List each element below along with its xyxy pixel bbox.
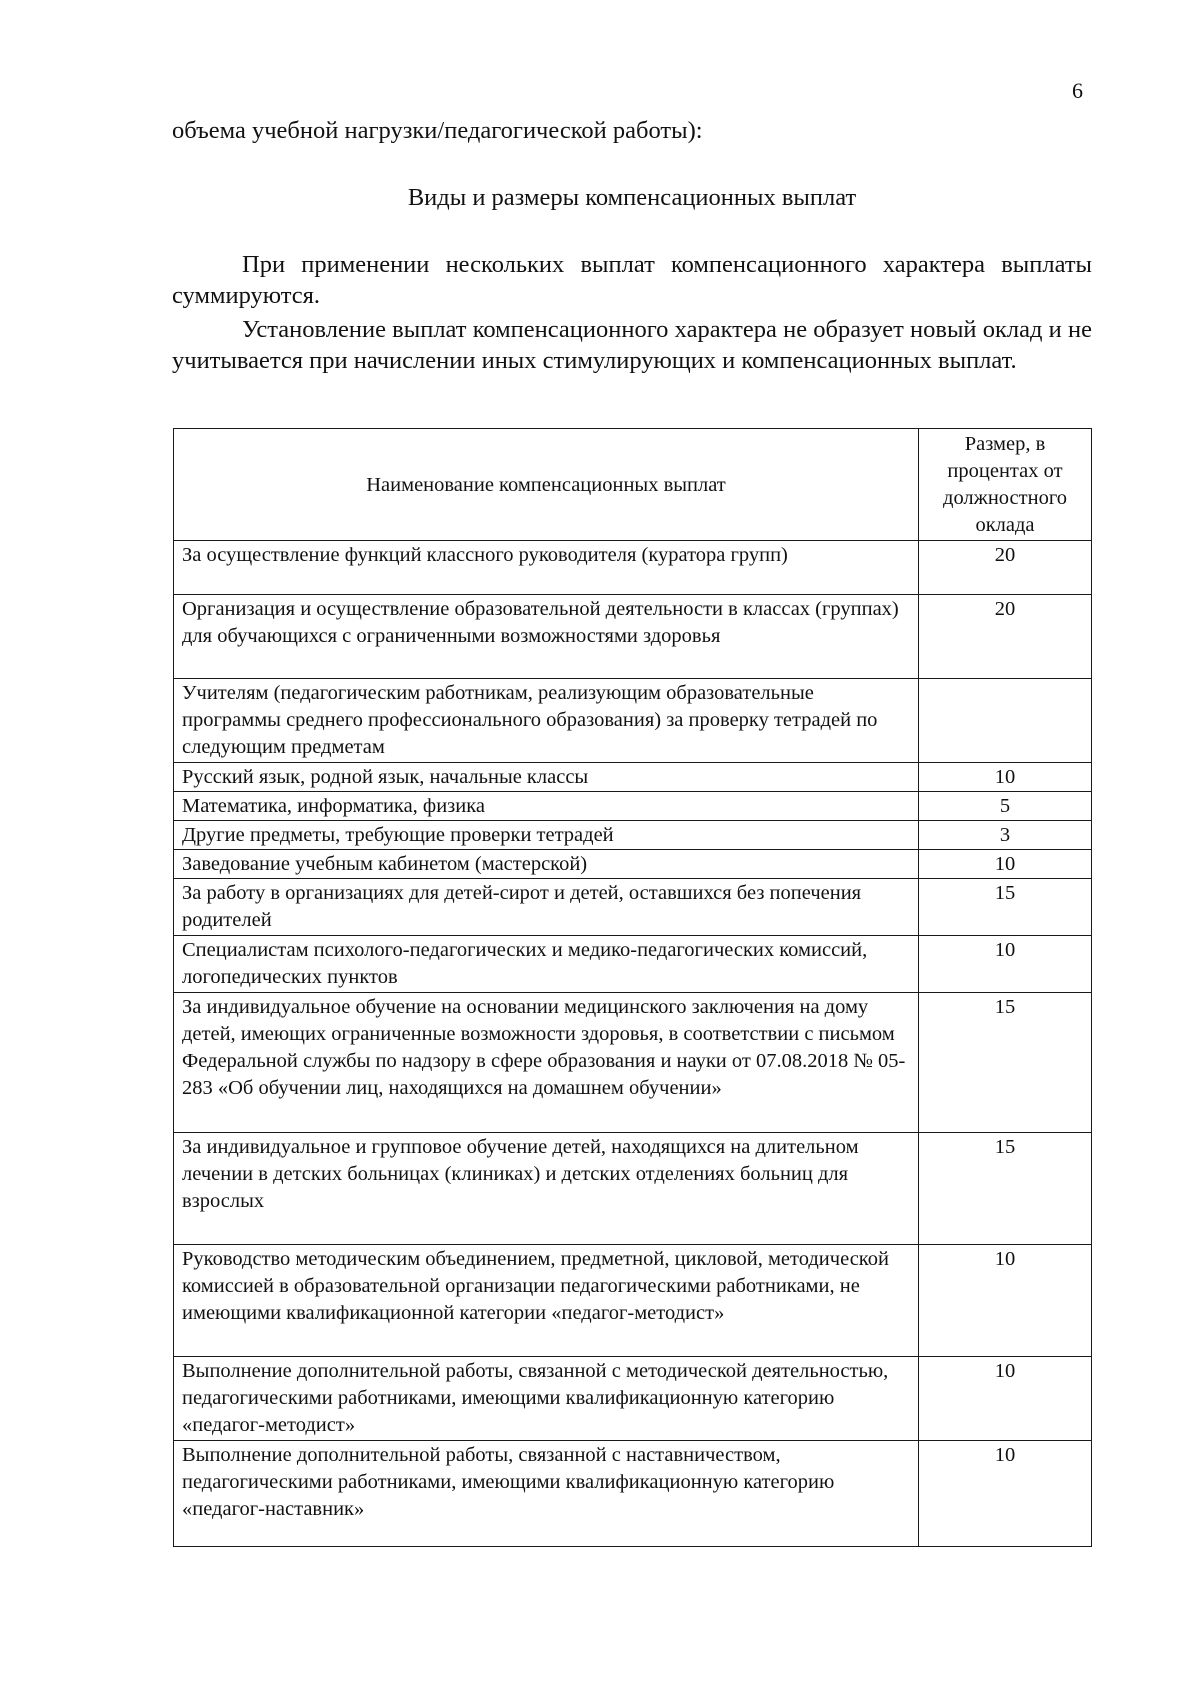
table-header-row (174, 429, 1092, 541)
row-value: 15 (919, 879, 1092, 936)
table-row (174, 1441, 1092, 1547)
row-value: 10 (919, 1357, 1092, 1441)
table-row (174, 821, 1092, 850)
row-value: 10 (919, 850, 1092, 879)
paragraph-no-new-salary: Установление выплат компенсационного характера не образует новый оклад и не учитывается при начислении иных стимулирующих и компенсационных выплат. (172, 316, 1092, 374)
header-payment-name: Наименование компенсационных выплат (174, 429, 919, 541)
row-name: Другие предметы, требующие проверки тетрадей (174, 821, 919, 850)
table-row (174, 1357, 1092, 1441)
row-name: Специалистам психолого-педагогических и медико-педагогических комиссий, логопедических пунктов (174, 936, 919, 993)
row-name: За индивидуальное и групповое обучение детей, находящихся на длительном лечении в детских больницах (клиниках) и детских отделениях больниц для взрослых (174, 1133, 919, 1245)
row-name: Выполнение дополнительной работы, связанной с наставничеством, педагогическими работниками, имеющими квалификационную категорию «педагог-наставник» (174, 1441, 919, 1547)
row-name: Математика, информатика, физика (174, 792, 919, 821)
header-percent-size: Размер, в процентах от должностного оклада (919, 429, 1092, 541)
row-value: 3 (919, 821, 1092, 850)
table-row (174, 1133, 1092, 1245)
row-value: 5 (919, 792, 1092, 821)
row-name: За индивидуальное обучение на основании медицинского заключения на дому детей, имеющих ограниченные возможности здоровья, в соответствии с письмом Федеральной службы по надзору в сфере образования и науки от 07.08.2018 № 05-283 «Об обучении лиц, находящихся на домашнем обучении» (174, 993, 919, 1133)
row-name: Организация и осуществление образовательной деятельности в классах (группах) для обучающихся с ограниченными возможностями здоровья (174, 595, 919, 679)
row-value: 10 (919, 1245, 1092, 1357)
row-value: 20 (919, 541, 1092, 595)
paragraph-summation: При применении нескольких выплат компенсационного характера выплаты суммируются. (172, 251, 1092, 309)
table-row (174, 763, 1092, 792)
row-name: Учителям (педагогическим работникам, реализующим образовательные программы среднего профессионального образования) за проверку тетрадей по следующим предметам (174, 679, 919, 763)
table-row (174, 792, 1092, 821)
table-row (174, 1245, 1092, 1357)
table-row (174, 850, 1092, 879)
row-value: 20 (919, 595, 1092, 679)
intro-line: объема учебной нагрузки/педагогической работы): (172, 117, 703, 144)
row-value: 10 (919, 1441, 1092, 1547)
section-title: Виды и размеры компенсационных выплат (407, 184, 857, 211)
compensation-table (173, 428, 1092, 1547)
table-row (174, 936, 1092, 993)
row-value: 10 (919, 763, 1092, 792)
table-row (174, 541, 1092, 595)
row-name: За работу в организациях для детей-сирот и детей, оставшихся без попечения родителей (174, 879, 919, 936)
table-row (174, 993, 1092, 1133)
row-value (919, 679, 1092, 763)
page-number: 6 (1072, 78, 1083, 103)
row-name: Выполнение дополнительной работы, связанной с методической деятельностью, педагогическими работниками, имеющими квалификационную категорию «педагог-методист» (174, 1357, 919, 1441)
table-row (174, 679, 1092, 763)
row-name: Заведование учебным кабинетом (мастерской) (174, 850, 919, 879)
table-row (174, 879, 1092, 936)
row-value: 10 (919, 936, 1092, 993)
row-value: 15 (919, 993, 1092, 1133)
table-row (174, 595, 1092, 679)
row-name: Руководство методическим объединением, предметной, цикловой, методической комиссией в образовательной организации педагогическими работниками, не имеющими квалификационной категории «педагог-методист» (174, 1245, 919, 1357)
row-value: 15 (919, 1133, 1092, 1245)
row-name: Русский язык, родной язык, начальные классы (174, 763, 919, 792)
row-name: За осуществление функций классного руководителя (куратора групп) (174, 541, 919, 595)
